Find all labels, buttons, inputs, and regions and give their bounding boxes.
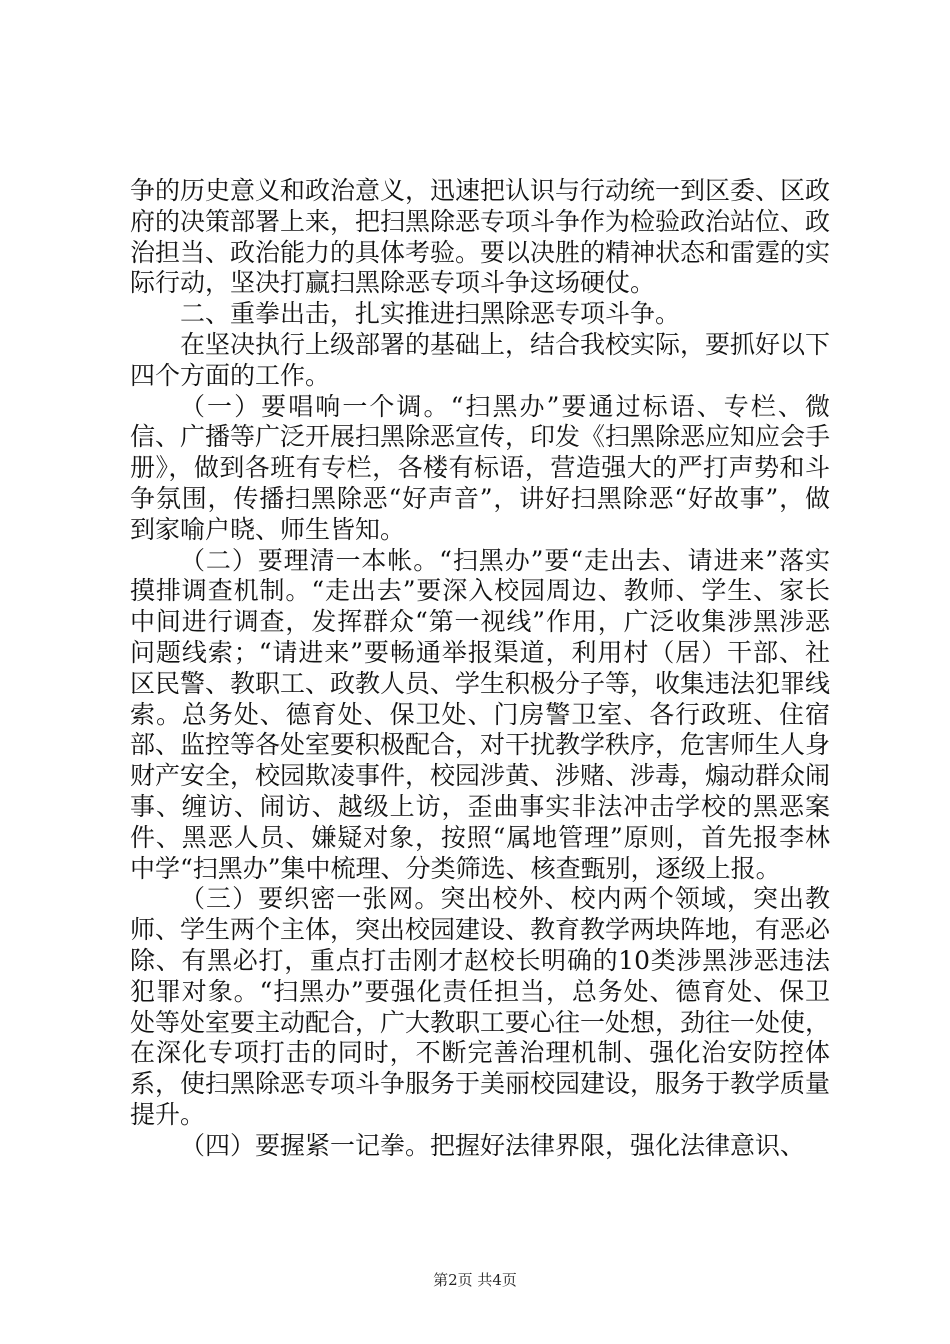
section-heading: 二、重拳出击，扎实推进扫黑除恶专项斗争。 [180,299,681,329]
paragraph-item-1: （一）要唱响一个调。“扫黑办”要通过标语、专栏、微信、广播等广泛开展扫黑除恶宣传，印发《扫黑除恶应知应会手册》，做到各班有专栏，各楼有标语，营造强大的严打声势和斗争氛围，传播扫黑除恶“好声音”，讲好扫黑除恶“好故事”，做到家喻户晓、师生皆知。 [130,391,831,544]
paragraph-item-3: （三）要织密一张网。突出校外、校内两个领域，突出教师、学生两个主体，突出校园建设、教育教学两块阵地，有恶必除、有黑必打，重点打击刚才赵校长明确的10类涉黑涉恶违法犯罪对象。“扫黑办”要强化责任担当，总务处、德育处、保卫处等处室要主动配合，广大教职工要心往一处想，劲往一处使，在深化专项打击的同时，不断完善治理机制、强化治安防控体系，使扫黑除恶专项斗争服务于美丽校园建设，服务于教学质量提升。 [130,884,831,1129]
paragraph-intro: 在坚决执行上级部署的基础上，结合我校实际，要抓好以下四个方面的工作。 [130,329,831,390]
paragraph-item-2: （二）要理清一本帐。“扫黑办”要“走出去、请进来”落实摸排调查机制。“走出去”要深入校园周边、教师、学生、家长中间进行调查，发挥群众“第一视线”作用，广泛收集涉黑涉恶问题线索；“请进来”要畅通举报渠道，利用村（居）干部、社区民警、教职工、政教人员、学生积极分子等，收集违法犯罪线索。总务处、德育处、保卫处、门房警卫室、各行政班、住宿部、监控等各处室要积极配合，对干扰教学秩序，危害师生人身财产安全，校园欺凌事件，校园涉黄、涉赌、涉毒，煽动群众闹事、缠访、闹访、越级上访，歪曲事实非法冲击学校的黑恶案件、黑恶人员、嫌疑对象，按照“属地管理”原则，首先报李林中学“扫黑办”集中梳理、分类筛选、核查甄别，逐级上报。 [130,545,831,883]
page-number: 第2页 共4页 [433,1271,517,1289]
paragraph-item-4: （四）要握紧一记拳。把握好法律界限，强化法律意识、 [180,1130,806,1160]
paragraph-continuation: 争的历史意义和政治意义，迅速把认识与行动统一到区委、区政府的决策部署上来，把扫黑除恶专项斗争作为检验政治站位、政治担当、政治能力的具体考验。要以决胜的精神状态和雷霆的实际行动，坚决打赢扫黑除恶专项斗争这场硬仗。 [130,176,831,298]
document-body [130,176,830,1162]
